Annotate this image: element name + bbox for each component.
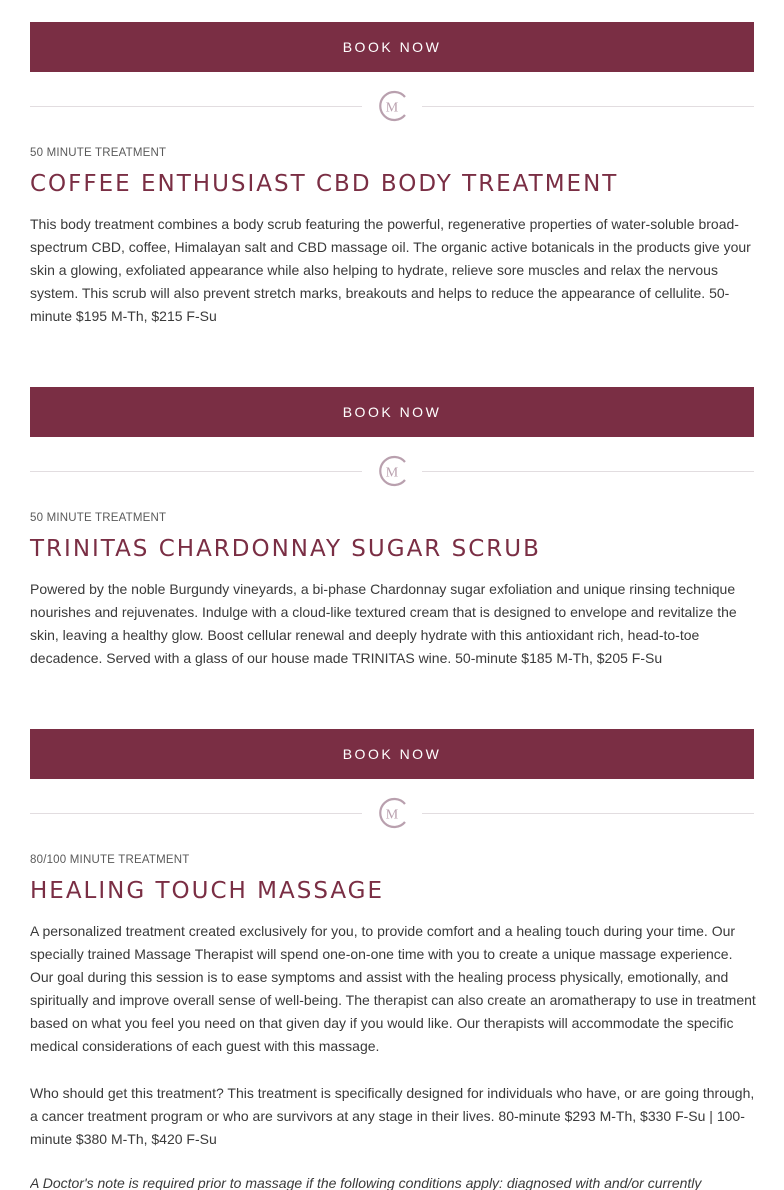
cm-monogram-icon — [375, 89, 409, 123]
treatment-duration: 50 MINUTE TREATMENT — [30, 512, 167, 524]
treatment-eligibility: Who should get this treatment? This treatment is specifically designed for individuals who have, or are going through, a cancer treatment program or who are survivors at any stage in their lives. 80-minute $293 M-Th, $330 F-Su | 100-minute $380 M-Th, $420 F-Su — [30, 1085, 755, 1147]
treatment-description: A personalized treatment created exclusively for you, to provide comfort and a healing touch during your time. Our specially trained Massage Therapist will spend one-on-one time with you to create a unique massage experience. Our goal during this session is to ease symptoms and assist with the healing process physically, emotionally, and spiritually and improve overall sense of well-being. The therapist can also create an aromatherapy to use in treatment based on what you feel you need on that given day if you would like. Our therapists will accommodate the specific medical considerations of each guest with this massage. — [30, 923, 756, 1054]
treatment-title: TRINITAS CHARDONNAY SUGAR SCRUB — [30, 536, 541, 562]
treatment-description: Powered by the noble Burgundy vineyards, a bi-phase Chardonnay sugar exfoliation and unique rinsing technique nourishes and rejuvenates. Indulge with a cloud-like textured cream that is designed to envelope and revitalize the skin, leaving a healthy glow. Boost cellular renewal and deeply hydrate with this antioxidant rich, head-to-toe decadence. Served with a glass of our house made TRINITAS wine. 50-minute $185 M-Th, $205 F-Su — [30, 581, 737, 666]
book-now-button[interactable]: BOOK NOW — [30, 729, 754, 779]
svg-text:M: M — [385, 465, 399, 481]
cm-monogram-icon — [375, 454, 409, 488]
svg-text:M: M — [385, 100, 399, 116]
section-divider — [30, 796, 754, 830]
doctor-note: A Doctor's note is required prior to massage if the following conditions apply: diagnosed with and/or currently — [30, 1175, 702, 1190]
cm-monogram-icon — [375, 796, 409, 830]
section-divider — [30, 89, 754, 123]
book-now-button[interactable]: BOOK NOW — [30, 22, 754, 72]
treatment-duration: 80/100 MINUTE TREATMENT — [30, 854, 190, 866]
treatment-description: This body treatment combines a body scrub featuring the powerful, regenerative properties of water-soluble broad-spectrum CBD, coffee, Himalayan salt and CBD massage oil. The organic active botanicals in the products give your skin a glowing, exfoliated appearance while also helping to hydrate, relieve sore muscles and relax the nervous system. This scrub will also prevent stretch marks, breakouts and helps to reduce the appearance of cellulite. 50-minute $195 M-Th, $215 F-Su — [30, 216, 751, 324]
treatment-title: COFFEE ENTHUSIAST CBD BODY TREATMENT — [30, 171, 619, 197]
book-now-button[interactable]: BOOK NOW — [30, 387, 754, 437]
treatment-duration: 50 MINUTE TREATMENT — [30, 147, 167, 159]
svg-text:M: M — [385, 807, 399, 823]
treatment-title: HEALING TOUCH MASSAGE — [30, 878, 385, 904]
section-divider — [30, 454, 754, 488]
